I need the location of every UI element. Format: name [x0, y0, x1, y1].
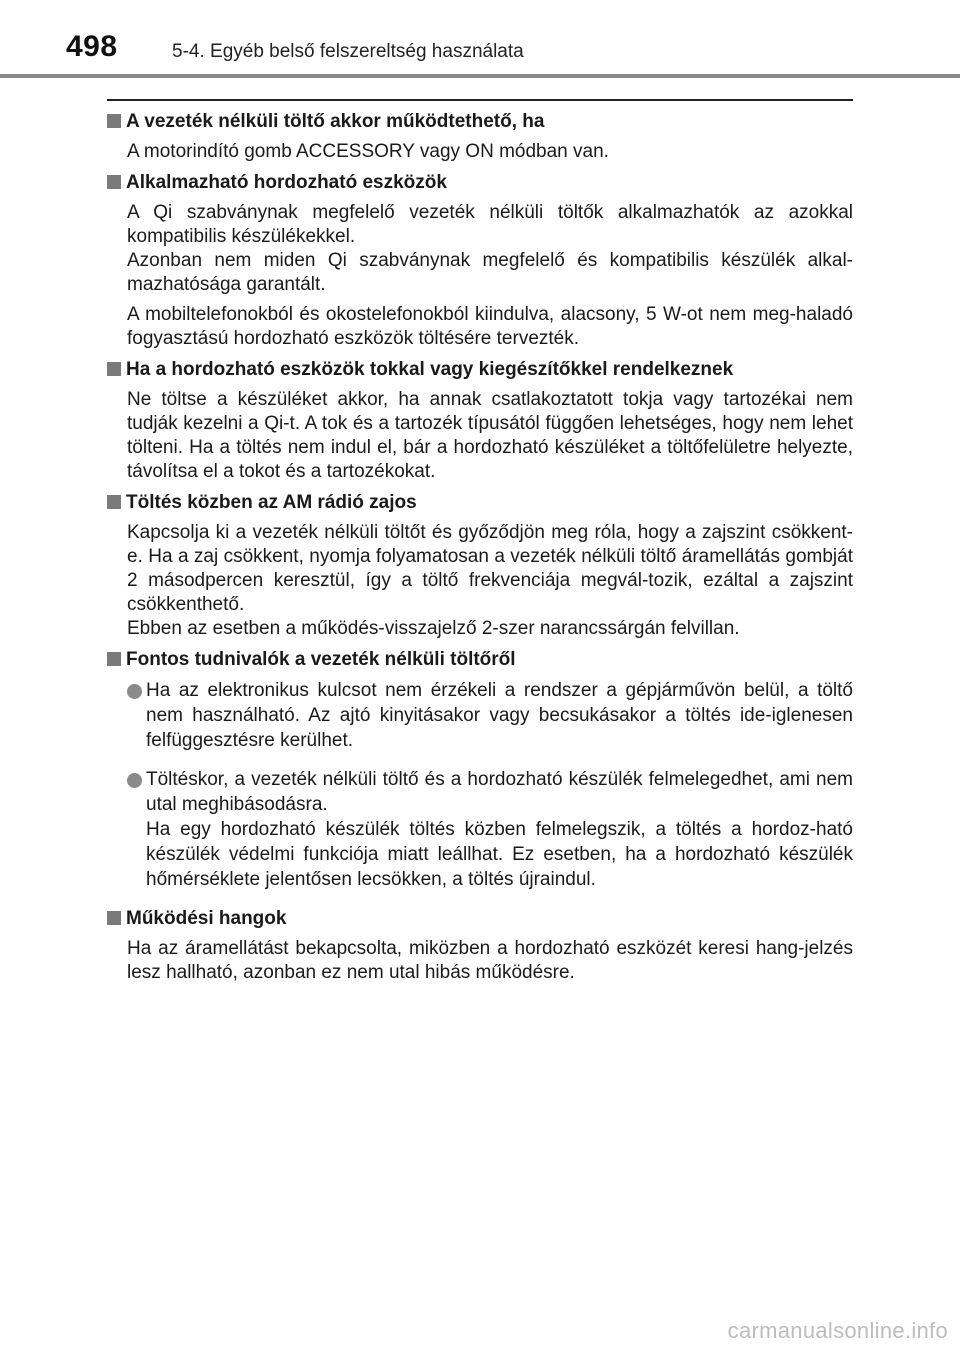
- square-bullet-icon: [107, 652, 121, 666]
- square-bullet-icon: [107, 114, 121, 128]
- paragraph: Ebben az esetben a működés-visszajelző 2-szer narancssárgán felvillan.: [127, 618, 740, 639]
- chapter-title: 5-4. Egyéb belső felszereltség használata: [172, 41, 524, 62]
- section-heading: Működési hangok: [107, 906, 853, 931]
- paragraph: Azonban nem miden Qi szabványnak megfelelő és kompatibilis készülék alkal-mazhatósága garantált.: [127, 250, 853, 295]
- list-item: Ha az elektronikus kulcsot nem érzékeli a rendszer a gépjárművön belül, a töltő nem használható. Az ajtó kinyitásakor vagy becsukásakor a töltés ide-iglenesen felfüggesztésre kerülhet.: [127, 678, 853, 753]
- section-heading: Fontos tudnivalók a vezeték nélküli töltőről: [107, 647, 853, 672]
- paragraph: Ha az áramellátást bekapcsolta, miközben a hordozható eszközét keresi hang-jelzés lesz hallható, azonban ez nem utal hibás működésre.: [127, 938, 853, 983]
- paragraph: A motorindító gomb ACCESSORY vagy ON módban van.: [127, 141, 609, 162]
- page-content: [107, 109, 853, 991]
- round-bullet-icon: [127, 684, 142, 699]
- header-rule: [0, 74, 960, 78]
- section-cases-accessories: [107, 357, 853, 484]
- paragraph: A mobiltelefonokból és okostelefonokból kiindulva, alacsony, 5 W-ot nem meg-haladó fogyasztású hordozható eszközök töltésére tervezték.: [127, 304, 853, 349]
- paragraph: A Qi szabványnak megfelelő vezeték nélküli töltők alkalmazhatók az azokkal kompatibilis készülékekkel.: [127, 202, 853, 247]
- round-bullet-icon: [127, 773, 142, 788]
- section-applicable-devices: [107, 170, 853, 351]
- paragraph: Ne töltse a készüléket akkor, ha annak csatlakoztatott tokja vagy tartozékai nem tudják kezelni a Qi-t. A tok és a tartozék típusától függően lehetséges, hogy nem lehet tölteni. Ha a töltés nem indul el, bár a hordozható készüléket a töltőfelületre helyezte, távolítsa el a tokot és a tartozékokat.: [127, 389, 853, 482]
- page-header: [0, 0, 960, 82]
- page-number: 498: [66, 30, 118, 63]
- section-operating-sounds: [107, 906, 853, 985]
- section-heading: Alkalmazható hordozható eszközök: [107, 170, 853, 195]
- list-item: Töltéskor, a vezeték nélküli töltő és a hordozható készülék felmelegedhet, ami nem utal meghibásodásra. Ha egy hordozható készülék töltés közben felmelegszik, a töltés a hordoz-ható készülék védelmi funkciója miatt leállhat. Ez esetben, ha a hordozható készülék hőmérséklete jelentősen lecsökken, a töltés újraindul.: [127, 767, 853, 892]
- section-am-radio-noise: [107, 490, 853, 641]
- square-bullet-icon: [107, 175, 121, 189]
- section-heading: Töltés közben az AM rádió zajos: [107, 490, 853, 515]
- square-bullet-icon: [107, 362, 121, 376]
- paragraph: Kapcsolja ki a vezeték nélküli töltőt és győződjön meg róla, hogy a zajszint csökkent-e. Ha a zaj csökkent, nyomja folyamatosan a vezeték nélküli töltő áramellátás gombját 2 másodpercen keresztül, így a töltő frekvenciája megvál-tozik, ezáltal a zajszint csökkenthető.: [127, 522, 853, 615]
- watermark: carmanualsonline.info: [727, 1318, 948, 1343]
- square-bullet-icon: [107, 495, 121, 509]
- section-heading: Ha a hordozható eszközök tokkal vagy kiegészítőkkel rendelkeznek: [107, 357, 853, 382]
- section-operating-condition: [107, 109, 853, 164]
- section-important-notes: [107, 647, 853, 892]
- content-top-rule: [107, 99, 853, 101]
- square-bullet-icon: [107, 911, 121, 925]
- section-heading: A vezeték nélküli töltő akkor működtethető, ha: [107, 109, 853, 134]
